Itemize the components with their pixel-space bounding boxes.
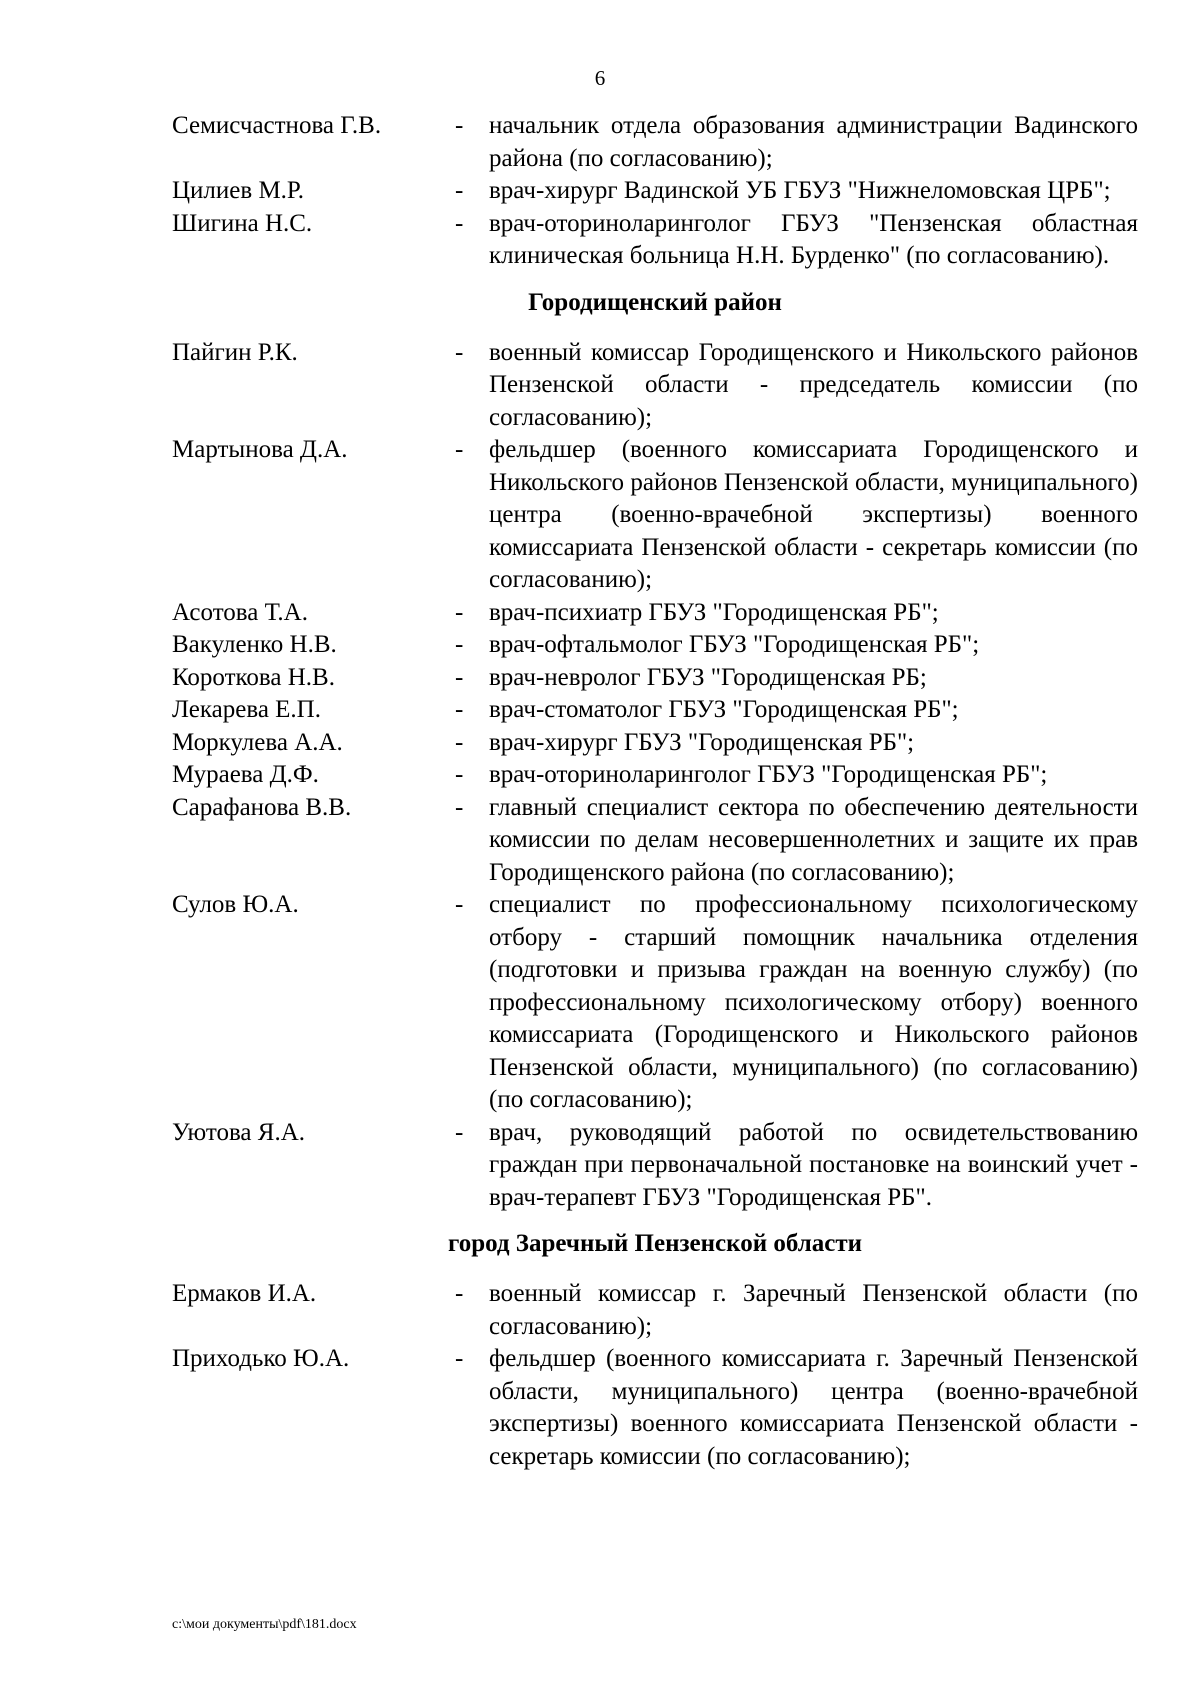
dash-separator: - [455, 338, 464, 366]
member-name: Вакуленко Н.В. [172, 631, 337, 658]
list-item [172, 694, 1138, 727]
member-name: Пайгин Р.К. [172, 338, 298, 366]
member-name: Семисчастнова Г.В. [172, 112, 382, 139]
member-position: врач-оториноларинголог ГБУЗ "Городищенская РБ"; [489, 761, 1048, 788]
dash-separator: - [455, 1280, 464, 1307]
list-item [172, 1278, 1138, 1343]
member-position: врач-невролог ГБУЗ "Городищенская РБ; [489, 663, 927, 691]
member-position: фельдшер (военного комиссариата Городищенского и Никольского районов Пензенской области, муниципального) центра (военно-врачебной экспертизы) военного комиссариата Пензенской области - секретарь комиссии (по согласованию); [489, 436, 1138, 593]
footer-file-path: c:\мои документы\pdf\181.docx [172, 1617, 357, 1632]
list-item [172, 727, 1138, 760]
list-item [172, 1343, 1138, 1473]
member-name: Сарафанова В.В. [172, 793, 352, 821]
list-item [172, 208, 1138, 273]
dash-separator: - [455, 631, 464, 658]
list-item [172, 597, 1138, 630]
dash-separator: - [455, 1345, 464, 1372]
dash-separator: - [455, 209, 464, 237]
page-number: 6 [594, 66, 606, 90]
dash-separator: - [455, 598, 464, 626]
member-position: фельдшер (военного комиссариата г. Заречный Пензенской области, муниципального) центра (военно-врачебной экспертизы) военного комиссариата Пензенской области - секретарь комиссии (по согласованию); [489, 1345, 1138, 1470]
section-heading: город Заречный Пензенской области [447, 1230, 863, 1257]
member-position: военный комиссар Городищенского и Никольского районов Пензенской области - председатель комиссии (по согласованию); [489, 338, 1138, 431]
member-name: Мартынова Д.А. [172, 436, 348, 463]
dash-separator: - [455, 696, 464, 723]
member-name: Приходько Ю.А. [172, 1345, 350, 1372]
member-position: врач-стоматолог ГБУЗ "Городищенская РБ"; [489, 696, 959, 723]
section-heading: Городищенский район [528, 288, 782, 316]
member-position: военный комиссар г. Заречный Пензенской области (по согласованию); [489, 1280, 1138, 1340]
member-position: главный специалист сектора по обеспечению деятельности комиссии по делам несовершеннолетних и защите их прав Городищенского района (по согласованию); [489, 793, 1138, 886]
list-item [172, 110, 1138, 175]
commission-list [172, 110, 1138, 1473]
member-name: Мураева Д.Ф. [172, 761, 319, 788]
member-name: Моркулева А.А. [172, 728, 343, 756]
list-item [172, 1117, 1138, 1215]
dash-separator: - [455, 793, 464, 821]
section-gorodishchensky [172, 273, 1138, 1215]
member-position: врач-хирург Вадинской УБ ГБУЗ "Нижнеломовская ЦРБ"; [489, 177, 1111, 204]
list-item [172, 337, 1138, 435]
dash-separator: - [455, 728, 464, 756]
member-name: Цилиев М.Р. [172, 177, 304, 204]
list-item [172, 889, 1138, 1117]
dash-separator: - [455, 663, 464, 691]
member-position: специалист по профессиональному психологическому отбору - старший помощник начальника отделения (подготовки и призыва граждан на военную службу) (по профессиональному психологическому отбору) военного комиссариата (Городищенского и Никольского районов Пензенской области, муниципального) (по согласованию) (по согласованию); [489, 891, 1138, 1113]
section-vadinsky-continuation [172, 110, 1138, 273]
member-position: врач-психиатр ГБУЗ "Городищенская РБ"; [489, 598, 939, 626]
member-position: врач, руководящий работой по освидетельствованию граждан при первоначальной постановке на воинский учет - врач-терапевт ГБУЗ "Городищенская РБ". [489, 1118, 1138, 1211]
section-zarechny [172, 1214, 1138, 1473]
list-item [172, 629, 1138, 662]
member-position: врач-хирург ГБУЗ "Городищенская РБ"; [489, 728, 915, 756]
member-position: начальник отдела образования администрации Вадинского района (по согласованию); [489, 112, 1138, 172]
member-position: врач-офтальмолог ГБУЗ "Городищенская РБ"; [489, 631, 980, 658]
dash-separator: - [455, 436, 464, 463]
member-position: врач-оториноларинголог ГБУЗ "Пензенская областная клиническая больница Н.Н. Бурденко" (по согласованию). [489, 209, 1138, 269]
dash-separator: - [455, 761, 464, 788]
dash-separator: - [455, 177, 464, 204]
dash-separator: - [455, 891, 464, 918]
dash-separator: - [455, 112, 464, 139]
dash-separator: - [455, 1118, 464, 1146]
member-name: Лекарева Е.П. [172, 696, 321, 723]
member-name: Асотова Т.А. [172, 598, 308, 626]
member-name: Сулов Ю.А. [172, 891, 299, 918]
member-name: Ермаков И.А. [172, 1280, 317, 1307]
member-name: Шигина Н.С. [172, 209, 313, 237]
member-name: Короткова Н.В. [172, 663, 335, 691]
list-item [172, 759, 1138, 792]
list-item [172, 175, 1138, 208]
member-name: Уютова Я.А. [172, 1118, 305, 1146]
list-item [172, 792, 1138, 890]
list-item [172, 434, 1138, 597]
list-item [172, 662, 1138, 695]
